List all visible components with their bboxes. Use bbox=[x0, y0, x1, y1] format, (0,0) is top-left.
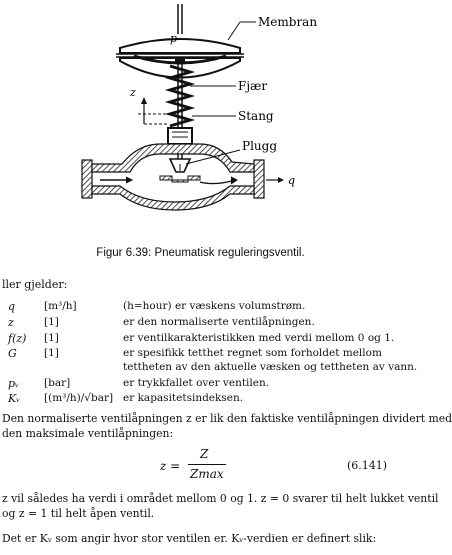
symbol: pᵥ bbox=[8, 377, 20, 390]
symbol: f(z) bbox=[8, 332, 27, 345]
paragraph-2-line-2: og z = 1 til helt åpen ventil. bbox=[2, 507, 155, 520]
figure-caption: Figur 6.39: Pneumatisk reguleringsventil. bbox=[96, 247, 305, 259]
actuator-housing bbox=[116, 39, 244, 78]
symbol-unit: [1] bbox=[44, 347, 59, 359]
label-plugg: Plugg bbox=[242, 139, 278, 153]
symbol-unit: [1] bbox=[44, 332, 59, 344]
symbol: G bbox=[8, 347, 17, 360]
z-indicator bbox=[138, 97, 168, 124]
symbol-description: er spesifikk tetthet regnet som forholdet mellom bbox=[123, 347, 382, 359]
valve-figure bbox=[60, 4, 350, 204]
valve-plug bbox=[170, 159, 190, 172]
symbol-description: er ventilkarakteristikken med verdi mellom 0 og 1. bbox=[123, 332, 395, 344]
equation-denominator: Zmax bbox=[190, 467, 224, 481]
symbol: q bbox=[8, 300, 16, 313]
fraction-bar bbox=[188, 464, 226, 465]
label-membran: Membran bbox=[258, 15, 318, 29]
paragraph-1-line-1: Den normaliserte ventilåpningen z er lik den faktiske ventilåpningen dividert med bbox=[2, 412, 452, 425]
valve-body bbox=[82, 144, 264, 210]
symbol-unit: [1] bbox=[44, 316, 59, 328]
equation-lhs: z = bbox=[160, 459, 181, 473]
air-inlet-tube bbox=[178, 4, 182, 34]
yoke bbox=[168, 128, 192, 144]
symbol-unit: [(m³/h)/√bar] bbox=[44, 392, 114, 404]
symbol-description: er kapasitetsindeksen. bbox=[123, 392, 244, 404]
label-stang: Stang bbox=[238, 109, 274, 123]
label-z: z bbox=[130, 86, 136, 99]
equation-numerator: Z bbox=[200, 447, 209, 461]
intro-text: ller gjelder: bbox=[2, 278, 68, 291]
symbol-description: (h=hour) er væskens volumstrøm. bbox=[123, 300, 306, 312]
q-outlet-arrow bbox=[266, 177, 284, 183]
symbol-unit: [bar] bbox=[44, 377, 71, 389]
paragraph-2-line-1: z vil således ha verdi i området mellom 0 og 1. z = 0 svarer til helt lukket ventil bbox=[2, 492, 439, 505]
symbol-description: er den normaliserte ventilåpningen. bbox=[123, 316, 315, 328]
symbol-description: er trykkfallet over ventilen. bbox=[123, 377, 270, 389]
symbol-unit: [m³/h] bbox=[44, 300, 77, 312]
paragraph-3: Det er Kᵥ som angir hvor stor ventilen er. Kᵥ-verdien er definert slik: bbox=[2, 532, 377, 545]
label-q: q bbox=[288, 174, 296, 187]
label-p: p bbox=[170, 32, 178, 45]
equation-number: (6.141) bbox=[347, 459, 388, 472]
label-fjaer: Fjær bbox=[238, 79, 268, 93]
paragraph-1-line-2: den maksimale ventilåpningen: bbox=[2, 427, 174, 440]
symbol-description-continued: tettheten av den aktuelle væsken og tettheten av vann. bbox=[123, 361, 418, 373]
symbol: z bbox=[8, 316, 14, 329]
symbol: Kᵥ bbox=[8, 392, 21, 405]
